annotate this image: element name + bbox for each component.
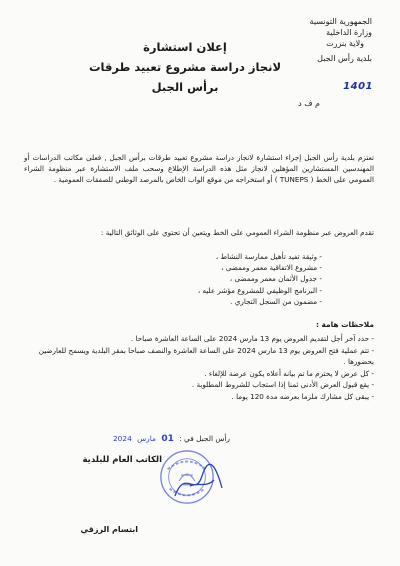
- handwritten-signature-icon: [170, 458, 230, 504]
- title-announcement: إعلان استشارة: [143, 40, 227, 54]
- note-item: - كل عرض لا يحترم ما تم بيانه أعلاه يكون عرضة للإلغاء .: [24, 368, 374, 380]
- reference-number: [343, 81, 373, 92]
- reference-number-value: 1401: [343, 81, 373, 92]
- list-item: - مشروع الاتفاقية معمر وممضى ،: [198, 262, 322, 273]
- reference-suffix: م ف د: [298, 99, 320, 108]
- ministry-label: وزارة الداخلية: [326, 28, 372, 37]
- signatory-name: ابتسام الرزقي: [80, 525, 138, 534]
- list-item: - وثيقة تفيد تأهيل ممارسة النشاط ،: [198, 251, 322, 262]
- title-location: برأس الجبل: [151, 80, 219, 94]
- note-item: - يقع قبول العرض الأدنى ثمنا إذا استجاب للشروط المطلوبة .: [24, 379, 374, 391]
- note-item: - حدد آخر أجل لتقديم العروض يوم 13 مارس 2024 على الساعة العاشرة صباحا .: [24, 333, 374, 345]
- municipality-label: بلدية رأس الجبل: [317, 54, 372, 63]
- republic-label: الجمهورية التونسية: [309, 17, 372, 26]
- date-place: رأس الجبل في :: [179, 434, 230, 443]
- governorate-label: ولاية بنزرت: [326, 39, 364, 48]
- list-item: - مضمون من السجل التجاري .: [198, 296, 322, 307]
- signatory-position: الكاتب العام للبلدية: [82, 455, 162, 465]
- list-item: - جدول الأثمان معمر وممضى ،: [198, 273, 322, 284]
- date-year: 2024: [112, 434, 132, 443]
- date-month: مارس: [137, 434, 156, 443]
- notes-title: ملاحظات هامة :: [316, 320, 374, 329]
- admin-header: [310, 16, 372, 64]
- date-day: 01: [161, 434, 174, 444]
- intro-paragraph: تعتزم بلدية رأس الجبل إجراء استشارة لانجاز دراسة مشروع تعبيد طرقات برأس الجبل , فعلى مكاتب الدراسات أو المهندسين المستشارين المؤهلين لانجاز مثل هذه الدراسة الإطلاع وسحب ملف الاستشارة عبر منظومة الشراء العمومي على الخط ( TUNEPS ) أو استخراجه من موقع الواب الخاص بالمرصد الوطني للصفقات العمومية .: [24, 153, 374, 185]
- note-item: - يبقى كل مشارك ملزما بعرضه مدة 120 يوما .: [24, 391, 374, 403]
- notes-list: [24, 333, 374, 403]
- title-subject: لانجاز دراسة مشروع تعبيد طرقات: [88, 60, 282, 74]
- required-documents-list: [198, 251, 322, 307]
- list-item: - البرنامج الوظيفي للمشروع مؤشر عليه ،: [198, 285, 322, 296]
- date-line: [113, 434, 230, 444]
- note-item: - تتم عملية فتح العروض يوم 13 مارس 2024 على الساعة العاشرة والنصف صباحا بمقر البلدية ويسمح للعارضين بحضورها .: [24, 345, 374, 368]
- offers-intro: تقدم العروض عبر منظومة الشراء العمومي على الخط ويتعين أن تحتوي على الوثائق التالية :: [100, 228, 374, 237]
